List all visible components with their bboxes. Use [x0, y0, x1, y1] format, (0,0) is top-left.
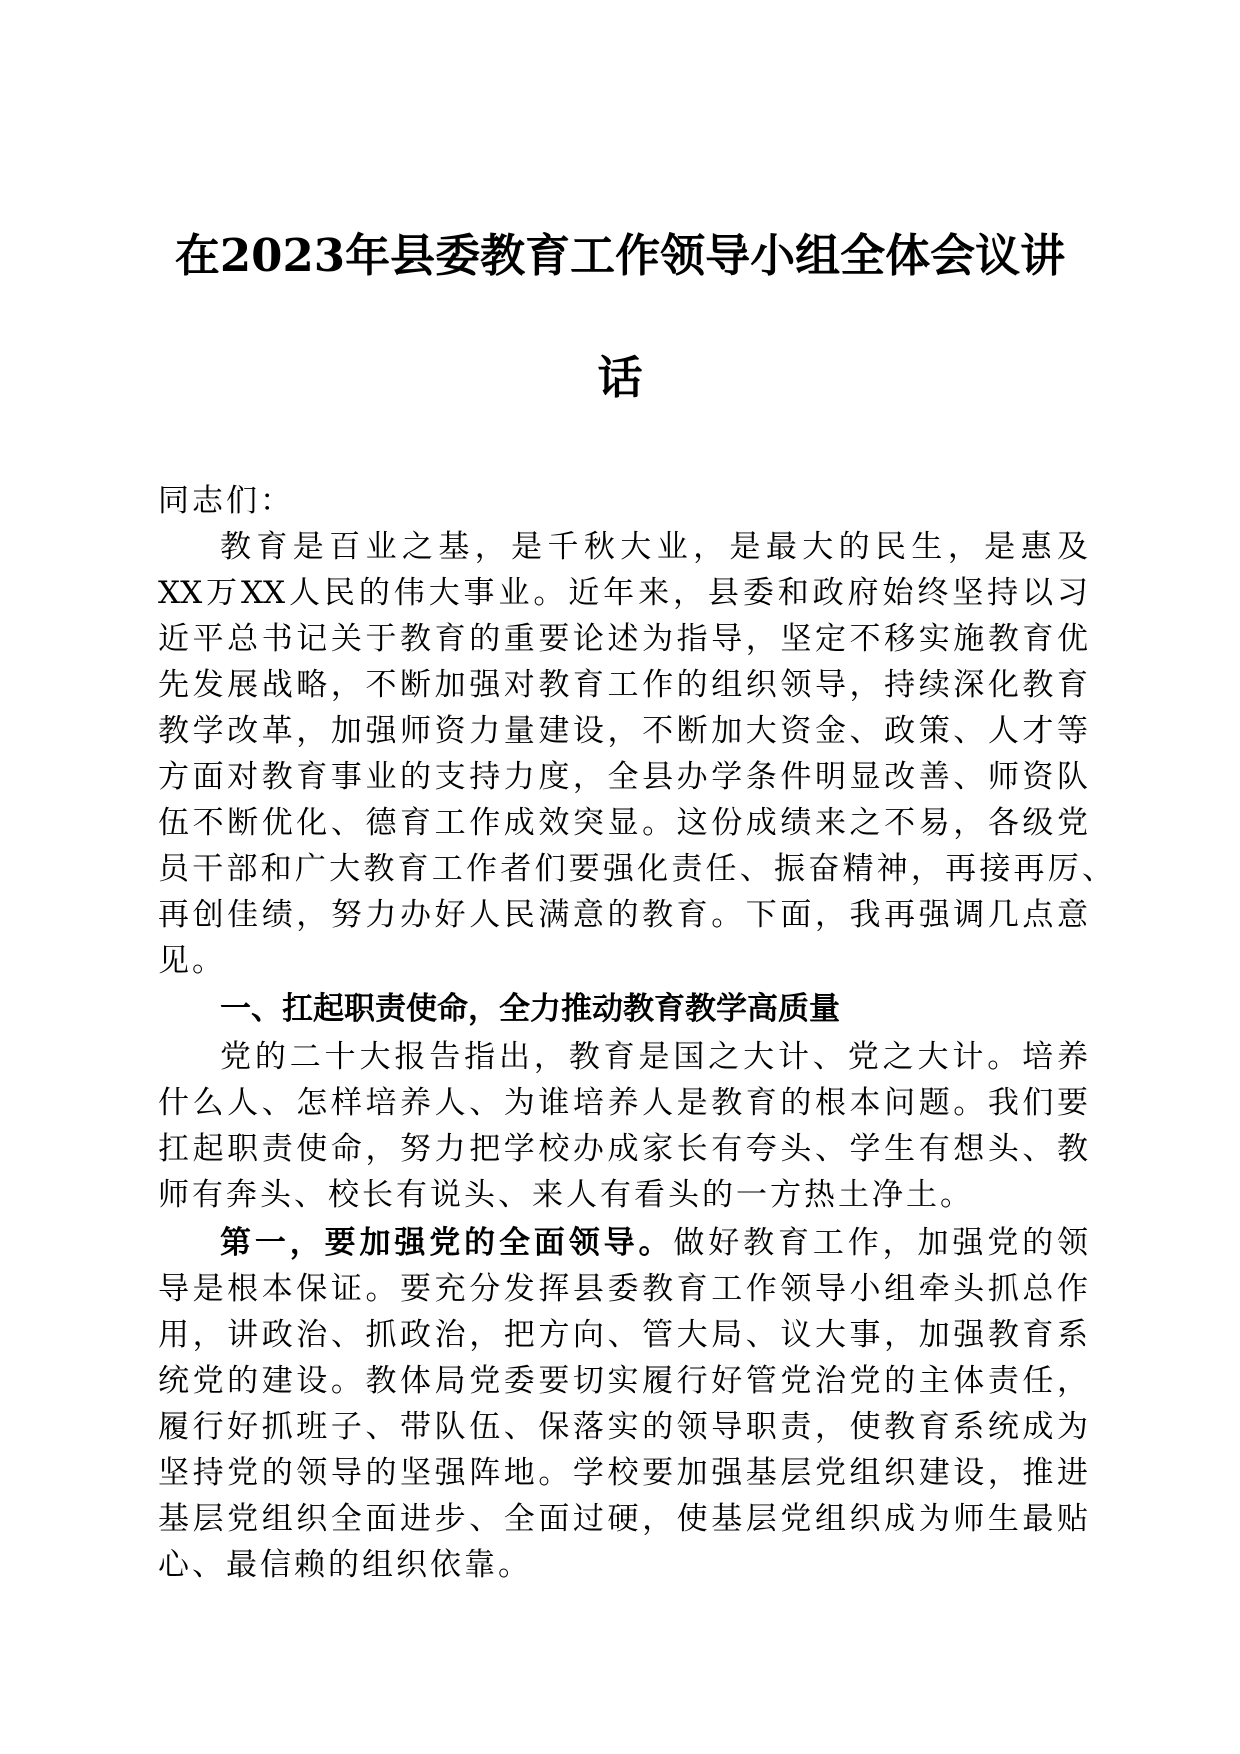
point-1-first-rest: 做好教育工作，加强党的领 [673, 1225, 1088, 1261]
intro-line: 先发展战略，不断加强对教育工作的组织领导，持续深化教育 [158, 667, 1088, 703]
intro-line: XX万XX人民的伟大事业。近年来，县委和政府始终坚持以习 [158, 575, 1088, 611]
intro-line: 再创佳绩，努力办好人民满意的教育。下面，我再强调几点意 [158, 897, 1088, 933]
point-1-line: 履行好抓班子、带队伍、保落实的领导职责，使教育系统成为 [158, 1409, 1088, 1445]
point-1-first-line [220, 1220, 1088, 1266]
intro-line: 教育是百业之基，是千秋大业，是最大的民生，是惠及 [220, 529, 1088, 565]
point-1-line: 基层党组织全面进步、全面过硬，使基层党组织成为师生最贴 [158, 1501, 1088, 1537]
intro-line: 见。 [158, 943, 226, 979]
section-1-line: 师有奔头、校长有说头、来人有看头的一方热土净土。 [158, 1177, 974, 1213]
section-1-line: 党的二十大报告指出，教育是国之大计、党之大计。培养 [220, 1039, 1088, 1075]
salutation: 同志们： [158, 483, 294, 519]
point-1-line: 心、最信赖的组织依靠。 [158, 1547, 532, 1583]
point-1-lead: 第一，要加强党的全面领导。 [220, 1225, 674, 1261]
point-1-line: 坚持党的领导的坚强阵地。学校要加强基层党组织建设，推进 [158, 1455, 1088, 1491]
section-1-line: 扛起职责使命，努力把学校办成家长有夸头、学生有想头、教 [158, 1131, 1088, 1167]
point-1-line: 用，讲政治、抓政治，把方向、管大局、议大事，加强教育系 [158, 1317, 1088, 1353]
point-1-line: 导是根本保证。要充分发挥县委教育工作领导小组牵头抓总作 [158, 1271, 1088, 1307]
document-title-line-1: 在2023年县委教育工作领导小组全体会议讲 [174, 229, 1066, 282]
intro-line: 员干部和广大教育工作者们要强化责任、振奋精神，再接再厉、 [158, 851, 1113, 887]
section-1-heading: 一、扛起职责使命，全力推动教育教学高质量 [220, 991, 840, 1027]
intro-line: 近平总书记关于教育的重要论述为指导，坚定不移实施教育优 [158, 621, 1088, 657]
intro-line: 方面对教育事业的支持力度，全县办学条件明显改善、师资队 [158, 759, 1088, 795]
intro-line: 教学改革，加强师资力量建设，不断加大资金、政策、人才等 [158, 713, 1088, 749]
document-title-line-2: 话 [597, 351, 643, 404]
point-1-line: 统党的建设。教体局党委要切实履行好管党治党的主体责任， [158, 1363, 1088, 1399]
section-1-line: 什么人、怎样培养人、为谁培养人是教育的根本问题。我们要 [158, 1085, 1088, 1121]
intro-line: 伍不断优化、德育工作成效突显。这份成绩来之不易，各级党 [158, 805, 1088, 841]
